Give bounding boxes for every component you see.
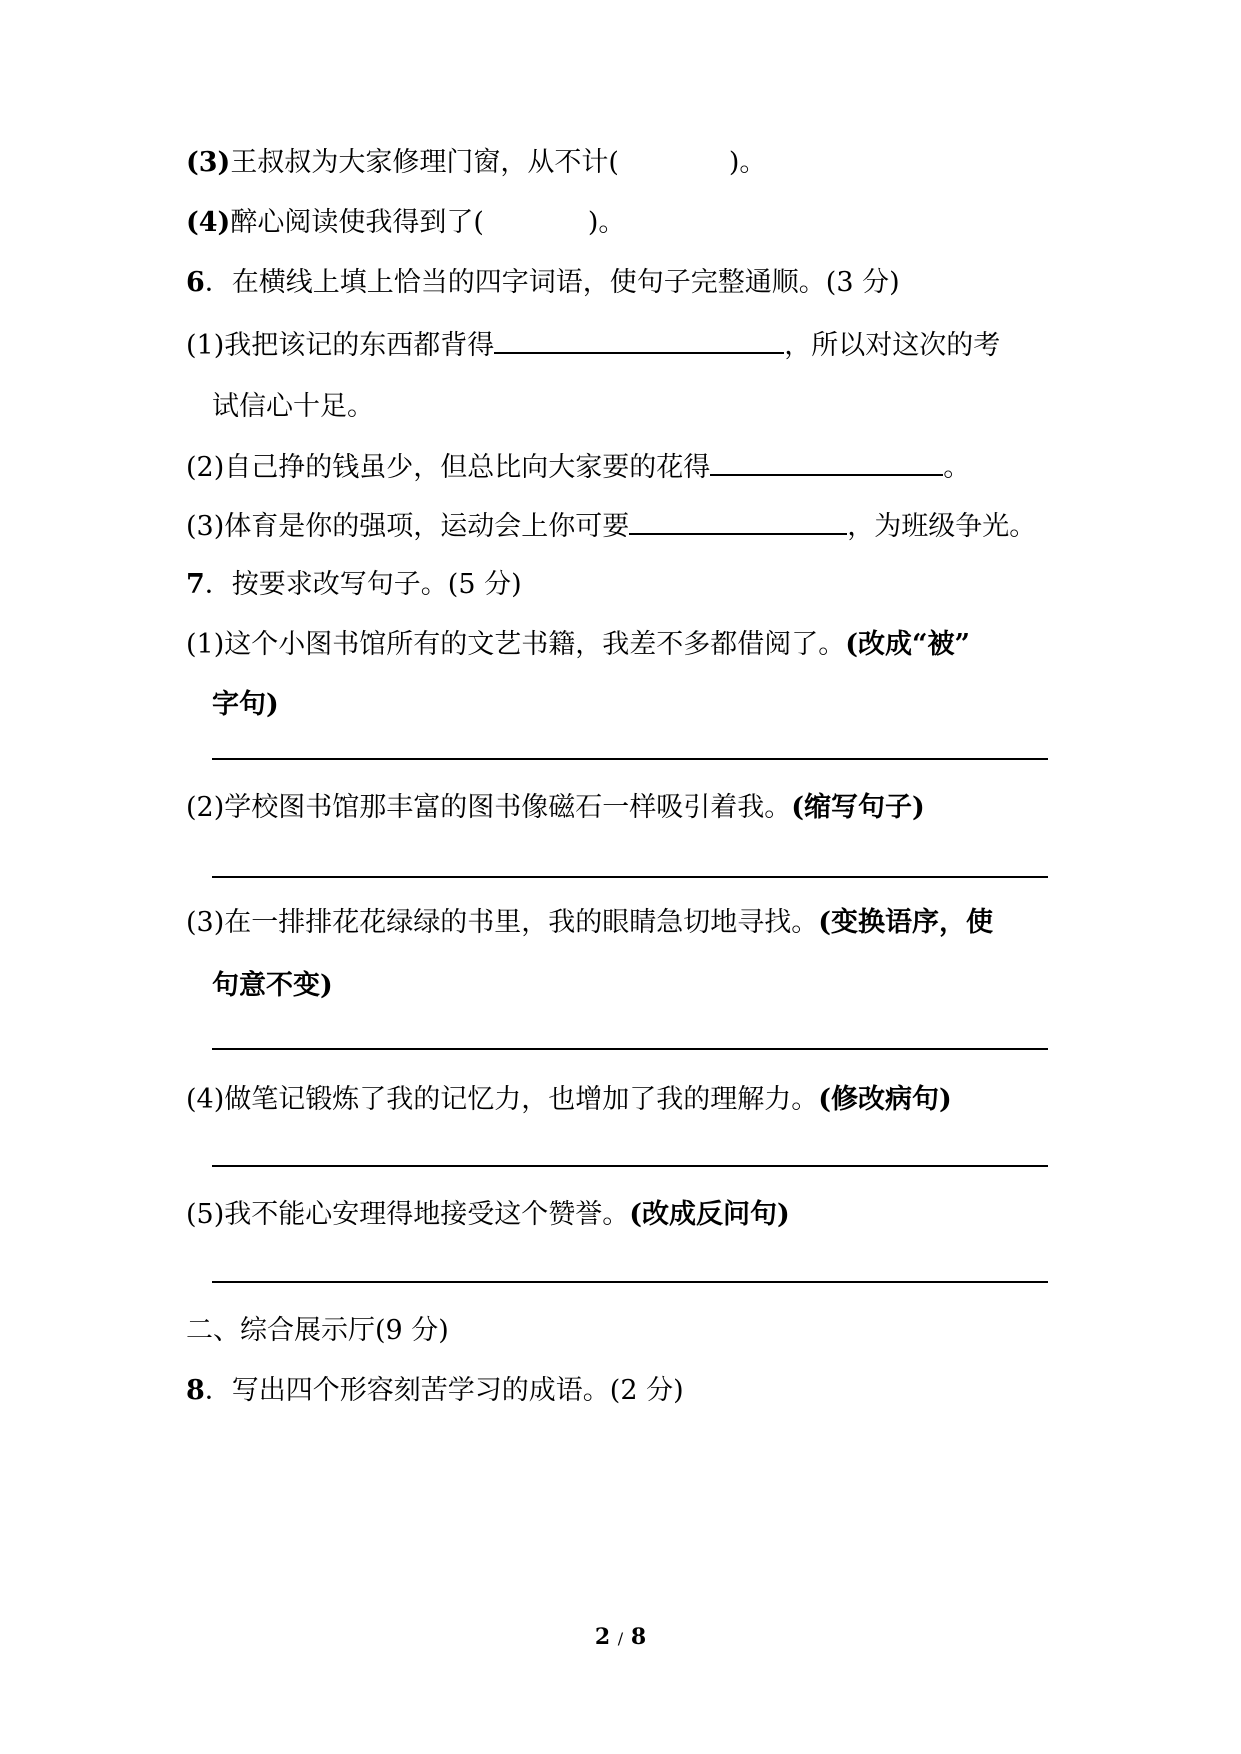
section-2-title: 二、综合展示厅(9 分) bbox=[186, 1315, 449, 1346]
q7-item-1-answer-line[interactable] bbox=[212, 758, 1048, 760]
page-separator: / bbox=[617, 1629, 624, 1648]
q5-item-3-prefix: (3) bbox=[186, 147, 231, 178]
q7-item-5-req: (改成反问句) bbox=[629, 1199, 790, 1230]
q5-item-4-text: 醉心阅读使我得到了( bbox=[230, 207, 484, 238]
q6-item-2-after: 。 bbox=[943, 452, 971, 483]
q5-item-4 bbox=[186, 205, 625, 241]
q8-heading bbox=[186, 1373, 684, 1409]
q6-item-1-after: ，所以对这次的考 bbox=[784, 330, 1001, 361]
q6-item-2-before: (2)自己挣的钱虽少，但总比向大家要的花得 bbox=[186, 452, 711, 483]
q7-item-1-req-cont: 字句) bbox=[212, 689, 279, 720]
page-number bbox=[0, 1624, 1241, 1650]
q7-item-4 bbox=[186, 1082, 952, 1118]
q7-item-5-answer-line[interactable] bbox=[212, 1281, 1048, 1283]
q6-item-3-after: ，为班级争光。 bbox=[847, 511, 1037, 542]
q6-heading-text: ．在横线上填上恰当的四字词语，使句子完整通顺。(3 分) bbox=[204, 267, 900, 298]
q6-item-1-before: (1)我把该记的东西都背得 bbox=[186, 330, 495, 361]
q8-number: 8 bbox=[186, 1375, 205, 1406]
q7-item-5-text: (5)我不能心安理得地接受这个赞誉。 bbox=[186, 1199, 630, 1230]
q5-item-3 bbox=[186, 145, 766, 181]
q7-item-3 bbox=[186, 905, 993, 941]
q7-item-4-text: (4)做笔记锻炼了我的记忆力，也增加了我的理解力。 bbox=[186, 1084, 819, 1115]
q7-item-4-answer-line[interactable] bbox=[212, 1165, 1048, 1167]
q5-item-3-text: 王叔叔为大家修理门窗，从不计( bbox=[230, 147, 619, 178]
q6-item-1-cont: 试信心十足。 bbox=[212, 391, 374, 422]
q7-item-1-text: (1)这个小图书馆所有的文艺书籍，我差不多都借阅了。 bbox=[186, 629, 846, 660]
q6-item-3-before: (3)体育是你的强项，运动会上你可要 bbox=[186, 511, 630, 542]
q6-item-3 bbox=[186, 507, 1036, 545]
q5-item-4-prefix: (4) bbox=[186, 207, 231, 238]
q6-item-2-blank[interactable] bbox=[710, 448, 943, 476]
q7-heading bbox=[186, 567, 522, 603]
q5-item-3-close: )。 bbox=[728, 147, 767, 178]
page-total: 8 bbox=[630, 1624, 647, 1650]
q7-item-3-req-cont: 句意不变) bbox=[212, 970, 333, 1001]
q7-item-3-req: (变换语序，使 bbox=[818, 907, 994, 938]
q7-item-5 bbox=[186, 1197, 790, 1233]
q7-item-1 bbox=[186, 627, 970, 663]
q6-item-3-blank[interactable] bbox=[629, 507, 847, 535]
q7-number: 7 bbox=[186, 569, 205, 600]
q7-item-2-req: (缩写句子) bbox=[791, 792, 925, 823]
q6-number: 6 bbox=[186, 267, 205, 298]
q6-heading bbox=[186, 265, 900, 301]
q7-item-1-req: (改成“被” bbox=[845, 629, 971, 660]
q8-heading-text: ．写出四个形容刻苦学习的成语。(2 分) bbox=[204, 1375, 684, 1406]
q7-item-2 bbox=[186, 790, 925, 826]
page-current: 2 bbox=[594, 1624, 611, 1650]
q6-item-1 bbox=[186, 326, 1000, 364]
q7-heading-text: ．按要求改写句子。(5 分) bbox=[204, 569, 522, 600]
q7-item-2-text: (2)学校图书馆那丰富的图书像磁石一样吸引着我。 bbox=[186, 792, 792, 823]
q6-item-1-blank[interactable] bbox=[494, 326, 784, 354]
q6-item-2 bbox=[186, 448, 970, 486]
q5-item-4-close: )。 bbox=[587, 207, 626, 238]
q7-item-3-text: (3)在一排排花花绿绿的书里，我的眼睛急切地寻找。 bbox=[186, 907, 819, 938]
q7-item-4-req: (修改病句) bbox=[818, 1084, 952, 1115]
q7-item-3-answer-line[interactable] bbox=[212, 1048, 1048, 1050]
q7-item-2-answer-line[interactable] bbox=[212, 876, 1048, 878]
